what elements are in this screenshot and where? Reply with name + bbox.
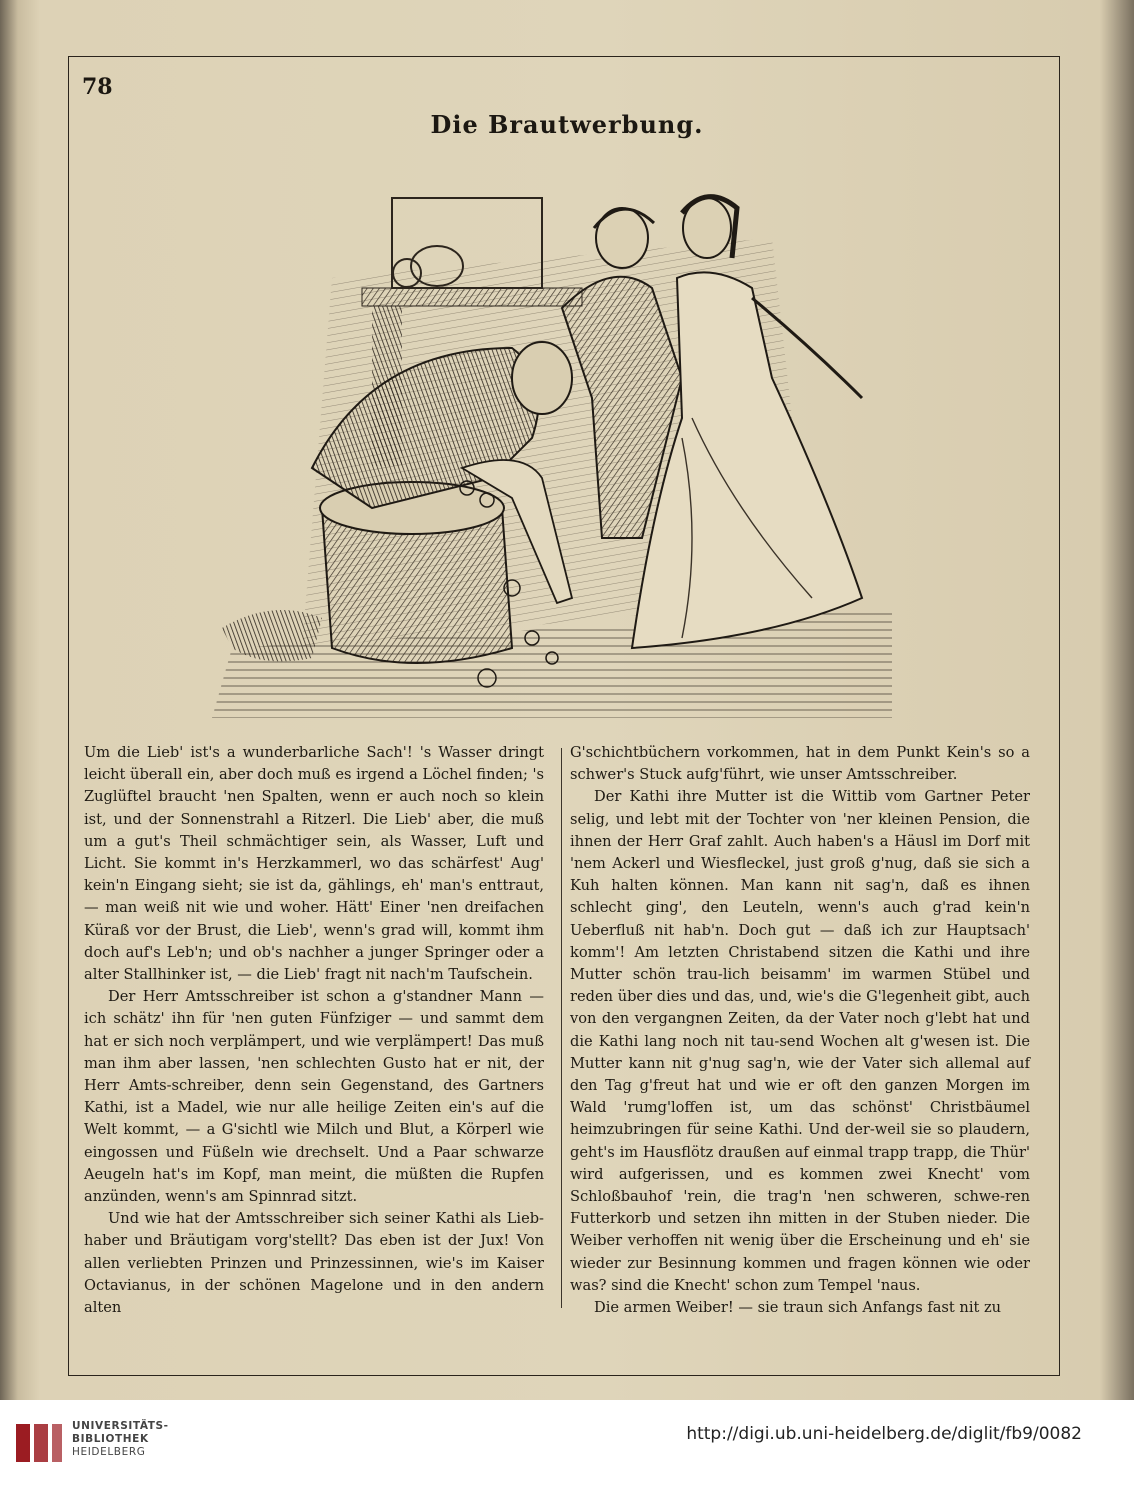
page-number: 78	[82, 74, 113, 100]
paragraph: Der Kathi ihre Mutter ist die Wittib vom Gartner Peter selig, und lebt mit der Tochter von 'ner kleinen Pension, die ihnen der Herr Graf zahlt. Auch haben's a Häusl im Dorf mit 'nem Ackerl und Wiesfleckel, just groß g'nug, daß sie sich a Kuh halten können. Man kann nit sag'n, daß es ihnen schlecht ging', den Leuteln, wenn's auch g'rad kein'n Ueberfluß nit hab'n. Doch gut — daß ich zur Hauptsach' komm'! Am letzten Christabend sitzen die Kathi und ihre Mutter schön trau-lich beisamm' im warmen Stübel und reden über dies und das, und, wie's die G'legenheit gibt, auch von den vergangnen Zeiten, da der Vater noch g'lebt hat und die Kathi lang noch nit tau-send Wochen alt g'wesen ist. Die Mutter kann nit g'nug sag'n, wie der Vater sich allemal auf den Tag g'freut hat und wie er oft den ganzen Morgen im Wald 'rumg'loffen ist, um das schönst' Christbäumel heimzubringen für seine Kathi. Und der-weil sie so plaudern, geht's im Hausflötz draußen auf einmal trapp trapp, die Thür' wird aufgerissen, und es kommen zwei Knecht' vom Schloßbauhof 'rein, die trag'n 'nen schweren, schwe-ren Futterkorb und setzen ihn mitten in der Stuben nieder. Die Weiber verhoffen nit wenig über die Erscheinung und eh' sie wieder zur Besinnung kommen und fragen können wie oder was? sind die Knecht' schon zum Tempel 'naus.	[570, 788, 1030, 1294]
page-title: Die Brautwerbung.	[430, 110, 704, 139]
paragraph: Um die Lieb' ist's a wunderbarliche Sach'! 's Wasser dringt leicht überall ein, aber doch muß es irgend a Löchel finden; 's Zuglüftel braucht 'nen Spalten, wenn er auch noch so klein ist, und der Sonnenstrahl a Ritzerl. Die Lieb' aber, die muß um a gut's Theil schmächtiger sein, als Wasser, Luft und Licht. Sie kommt in's Herzkammerl, wo das schärfest' Aug' kein'n Eingang sieht; sie ist da, gählings, eh' man's enttraut, — man weiß nit wie und woher. Hätt' Einer 'nen dreifachen Küraß vor der Brust, die Lieb', wenn's grad will, kommt ihm doch auf's Leb'n; und ob's nachher a junger Springer oder a alter Stallhinker ist, — die Lieb' fragt nit nach'm Taufschein.	[84, 744, 544, 984]
library-line-2: BIBLIOTHEK	[72, 1433, 149, 1445]
paragraph: Die armen Weiber! — sie traun sich Anfangs fast nit zu	[594, 1299, 1002, 1317]
text-column-left	[84, 742, 544, 1317]
paragraph: Und wie hat der Amtsschreiber sich seiner Kathi als Lieb-haber und Bräutigam vorg'stellt? Das eben ist der Jux! Von allen verliebten Prinzen und Prinzessinnen, wie's im Kaiser Octavianus, in der schönen Magelone und in den andern alten	[84, 1210, 544, 1317]
illustration-icon	[212, 178, 892, 718]
paragraph: G'schichtbüchern vorkommen, hat in dem Punkt Kein's so a schwer's Stuck aufg'führt, wie unser Amtsschreiber.	[570, 744, 1030, 784]
engraving-illustration	[212, 178, 892, 718]
library-name	[72, 1420, 169, 1459]
text-column-right	[570, 742, 1030, 1317]
column-divider	[561, 748, 562, 1308]
footer-bar	[0, 1400, 1134, 1491]
permalink-url[interactable]: http://digi.ub.uni-heidelberg.de/diglit/fb9/0082	[686, 1424, 1082, 1444]
paragraph: Der Herr Amtsschreiber ist schon a g'standner Mann — ich schätz' ihn für 'nen guten Fünfziger — und sammt dem hat er sich noch verplämpert, und wie verplämpert! Das muß man ihm aber lassen, 'nen schlechten Gusto hat er nit, der Herr Amts-schreiber, denn sein Gegenstand, des Gartners Kathi, ist a Madel, wie nur alle heilige Zeiten ein's auf die Welt kommt, — a G'sichtl wie Milch und Blut, a Körperl wie eingossen und Füßeln wie drechselt. Und a Paar schwarze Aeugeln hat's im Kopf, man meint, die müßten die Rupfen anzünden, wenn's am Spinnrad sitzt.	[84, 988, 544, 1206]
library-line-1: UNIVERSITÄTS-	[72, 1420, 169, 1432]
library-line-3: HEIDELBERG	[72, 1446, 146, 1458]
ub-heidelberg-logo-icon	[14, 1418, 66, 1470]
